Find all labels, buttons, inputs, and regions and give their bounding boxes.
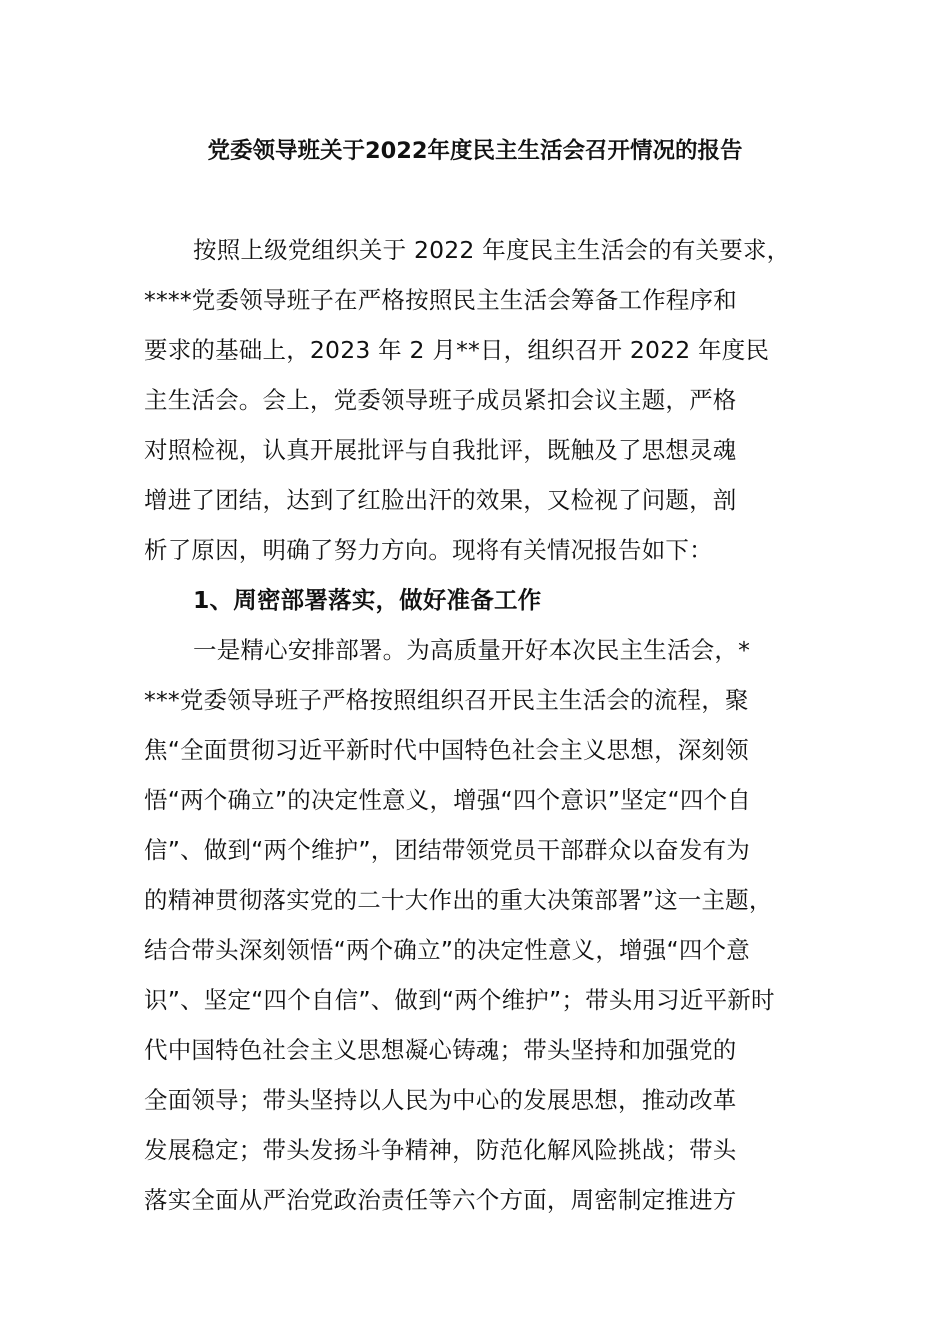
body-line: 一是精心安排部署。为高质量开好本次民主生活会，*: [193, 636, 751, 664]
body-line: 按照上级党组织关于 2022 年度民主生活会的有关要求，: [193, 236, 791, 264]
body-line: 悟“两个确立”的决定性意义，增强“四个意识”坚定“四个自: [144, 786, 751, 814]
body-line: 对照检视，认真开展批评与自我批评，既触及了思想灵魂: [144, 436, 737, 464]
body-line: 焦“全面贯彻习近平新时代中国特色社会主义思想，深刻领: [144, 736, 749, 764]
body-line: 析了原因，明确了努力方向。现将有关情况报告如下：: [144, 536, 713, 564]
body-line: 信”、做到“两个维护”，团结带领党员干部群众以奋发有为: [144, 836, 750, 864]
body-line: 要求的基础上，2023 年 2 月**日，组织召开 2022 年度民: [144, 336, 770, 364]
body-line: 代中国特色社会主义思想凝心铸魂；带头坚持和加强党的: [144, 1036, 737, 1064]
body-line: 的精神贯彻落实党的二十大作出的重大决策部署”这一主题，: [144, 886, 773, 914]
body-line: 主生活会。会上，党委领导班子成员紧扣会议主题，严格: [144, 386, 737, 414]
body-line: 结合带头深刻领悟“两个确立”的决定性意义，增强“四个意: [144, 936, 750, 964]
body-line: 全面领导；带头坚持以人民为中心的发展思想，推动改革: [144, 1086, 737, 1114]
body-line: ***党委领导班子严格按照组织召开民主生活会的流程，聚: [144, 686, 749, 714]
section-heading: 1、周密部署落实，做好准备工作: [193, 586, 542, 614]
document-title: 党委领导班关于2022年度民主生活会召开情况的报告: [207, 138, 743, 164]
body-line: 发展稳定；带头发扬斗争精神，防范化解风险挑战；带头: [144, 1136, 737, 1164]
body-line: 落实全面从严治党政治责任等六个方面，周密制定推进方: [144, 1186, 737, 1214]
body-line: ****党委领导班子在严格按照民主生活会筹备工作程序和: [144, 286, 737, 314]
body-line: 增进了团结，达到了红脸出汗的效果，又检视了问题，剖: [144, 486, 737, 514]
body-line: 识”、坚定“四个自信”、做到“两个维护”；带头用习近平新时: [144, 986, 775, 1014]
